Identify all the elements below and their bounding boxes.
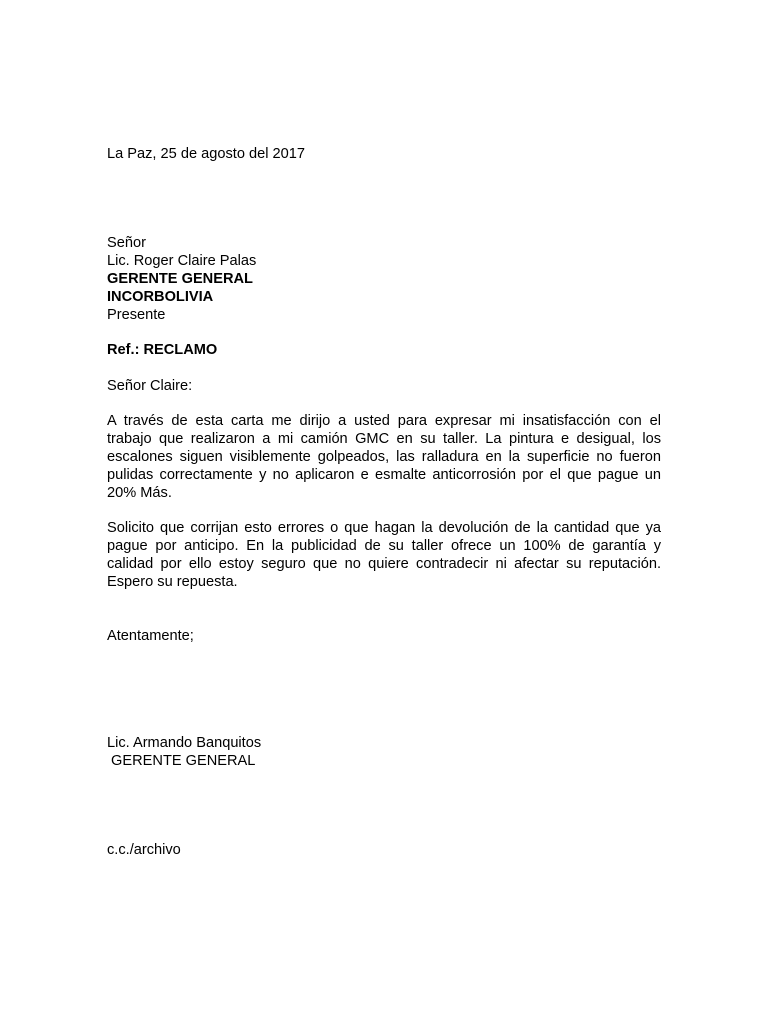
paragraph-line: calidad por ello estoy seguro que no quiere contradecir ni afectar su reputación. xyxy=(107,556,661,572)
paragraph-line: pague por anticipo. En la publicidad de su taller ofrece un 100% de garantía y xyxy=(107,538,661,554)
paragraph-line: Espero su repuesta. xyxy=(107,574,238,590)
recipient-position: GERENTE GENERAL xyxy=(107,271,253,287)
paragraph-line: Solicito que corrijan esto errores o que hagan la devolución de la cantidad que ya xyxy=(107,520,661,536)
paragraph-line: trabajo que realizaron a mi camión GMC en su taller. La pintura e desigual, los xyxy=(107,431,661,447)
paragraph-line: A través de esta carta me dirijo a usted para expresar mi insatisfacción con el xyxy=(107,413,661,429)
reference-line: Ref.: RECLAMO xyxy=(107,342,218,358)
recipient-presente: Presente xyxy=(107,307,166,323)
body-paragraph-1 xyxy=(107,412,661,502)
paragraph-line: escalones siguen visiblemente golpeados, las ralladura en la superficie no fueron xyxy=(107,449,661,465)
recipient-salutation-title: Señor xyxy=(107,235,146,251)
body-paragraph-2 xyxy=(107,519,661,591)
paragraph-line: 20% Más. xyxy=(107,485,172,501)
letter-date: La Paz, 25 de agosto del 2017 xyxy=(107,146,305,162)
cc-line: c.c./archivo xyxy=(107,842,181,858)
closing: Atentamente; xyxy=(107,628,194,644)
paragraph-line: pulidas correctamente y no aplicaron e esmalte anticorrosión por el que pague un xyxy=(107,467,661,483)
signer-position: GERENTE GENERAL xyxy=(107,753,256,769)
recipient-company: INCORBOLIVIA xyxy=(107,289,214,305)
greeting: Señor Claire: xyxy=(107,378,193,394)
signer-name: Lic. Armando Banquitos xyxy=(107,735,262,751)
recipient-name: Lic. Roger Claire Palas xyxy=(107,253,257,269)
